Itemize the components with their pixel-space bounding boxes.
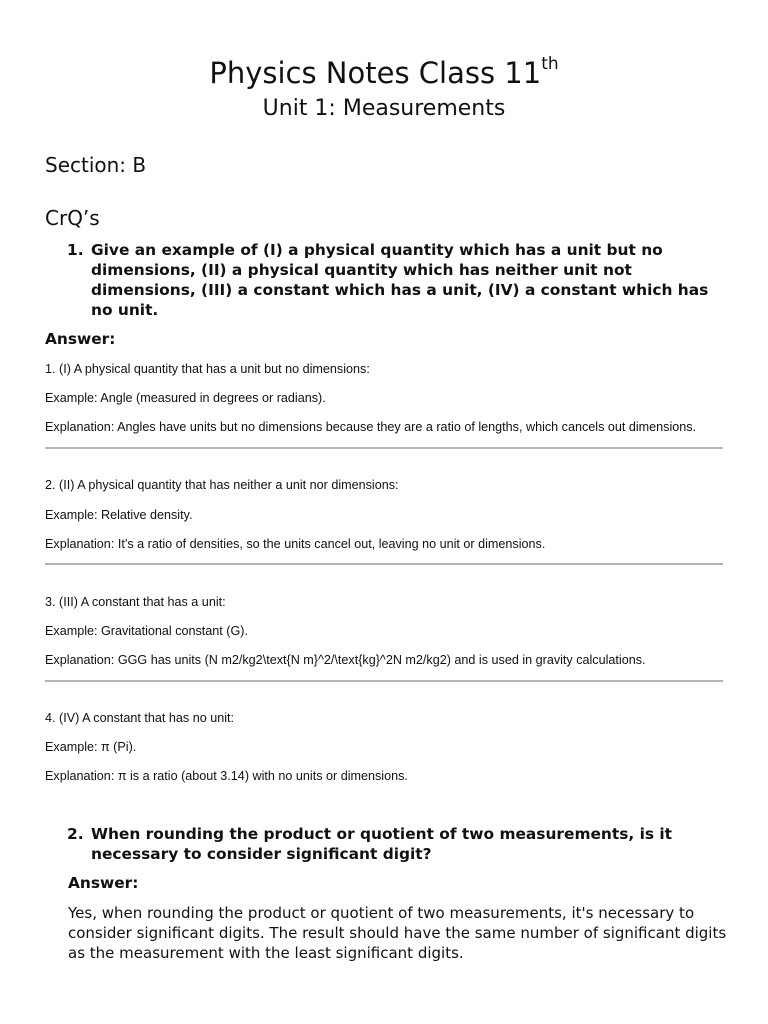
title-superscript: th [541, 54, 559, 74]
page-subtitle: Unit 1: Measurements [262, 96, 506, 121]
answer-2-label: Answer: [68, 874, 139, 892]
question-1-text: Give an example of (I) a physical quantity which has a unit but no dimensions, (II) a physical quantity which has neither unit not dimensions, (III) a constant which has a unit, (IV) a constant which has no unit. [91, 241, 709, 319]
answer-part-example: Example: Relative density. [45, 508, 193, 522]
answer-part-example: Example: Angle (measured in degrees or radians). [45, 391, 326, 405]
answer-part-explanation: Explanation: GGG has units (N m2/kg2\text{N m}^2/\text{kg}^2N m2/kg2) and is used in gravity calculations. [45, 653, 646, 667]
answer-part-heading: 3. (III) A constant that has a unit: [45, 595, 226, 609]
answer-part-example: Example: Gravitational constant (G). [45, 624, 248, 638]
answer-part-heading: 2. (II) A physical quantity that has neither a unit nor dimensions: [45, 478, 399, 492]
divider [45, 563, 723, 565]
answer-part-example: Example: π (Pi). [45, 740, 137, 754]
page-title [0, 44, 768, 93]
question-2 [67, 824, 732, 864]
question-1 [67, 240, 732, 320]
answer-part-heading: 1. (I) A physical quantity that has a unit but no dimensions: [45, 362, 370, 376]
answer-1-label: Answer: [45, 330, 116, 348]
question-2-number: 2. [67, 825, 84, 843]
answer-part-explanation: Explanation: It’s a ratio of densities, so the units cancel out, leaving no unit or dimensions. [45, 537, 546, 551]
answer-part-explanation: Explanation: π is a ratio (about 3.14) with no units or dimensions. [45, 769, 408, 783]
answer-2-text: Yes, when rounding the product or quotient of two measurements, it's necessary to consider significant digits. The result should have the same number of significant digits as the measurement with the least significant digits. [68, 904, 727, 962]
answer-part-explanation: Explanation: Angles have units but no dimensions because they are a ratio of lengths, which cancels out dimensions. [45, 420, 697, 434]
title-text: Physics Notes Class 11 [209, 56, 542, 90]
section-heading: Section: B [45, 153, 147, 177]
divider [45, 680, 723, 682]
question-2-text: When rounding the product or quotient of two measurements, is it necessary to consider significant digit? [91, 825, 673, 863]
crqs-heading: CrQ’s [45, 206, 100, 230]
divider [45, 447, 723, 449]
question-1-number: 1. [67, 241, 84, 259]
answer-part-heading: 4. (IV) A constant that has no unit: [45, 711, 235, 725]
